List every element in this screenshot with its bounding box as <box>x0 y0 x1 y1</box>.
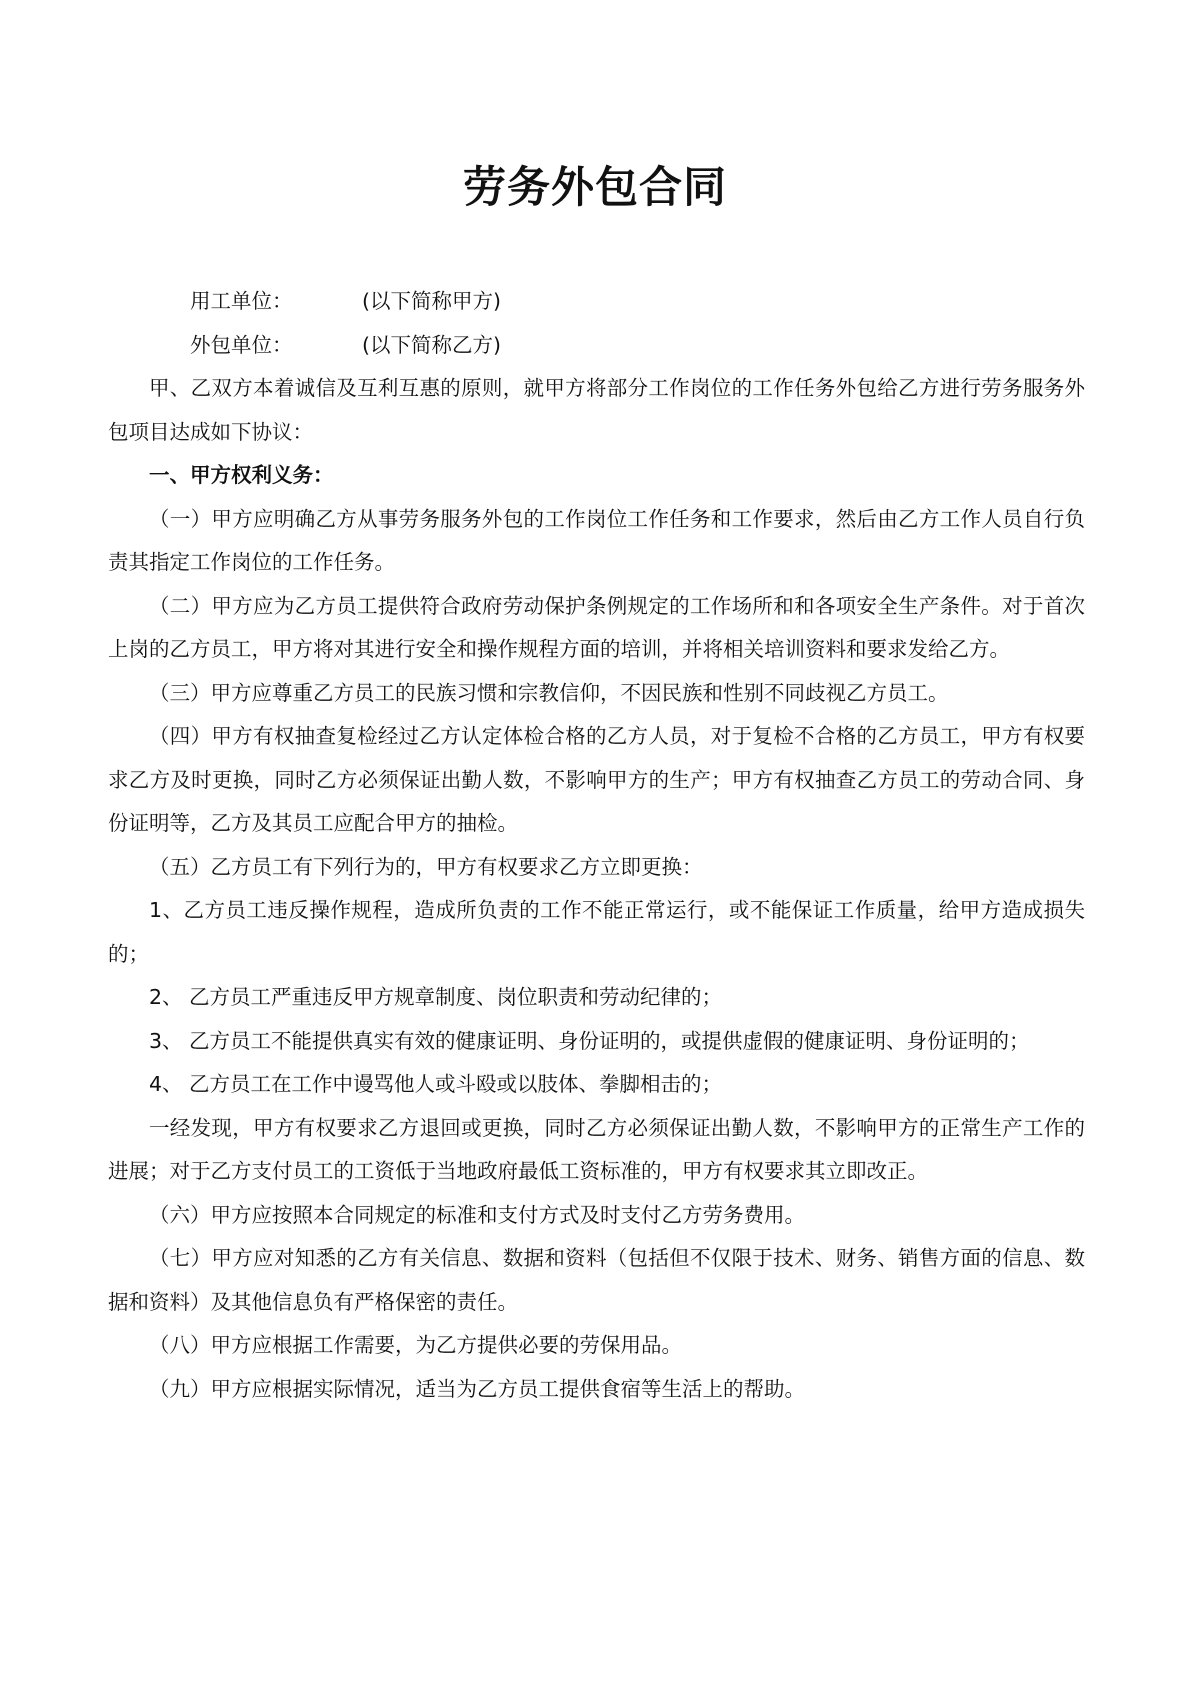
clause-paragraph: （七）甲方应对知悉的乙方有关信息、数据和资料（包括但不仅限于技术、财务、销售方面的信息、数据和资料）及其他信息负有严格保密的责任。 <box>108 1246 1085 1314</box>
clause-paragraph: （二）甲方应为乙方员工提供符合政府劳动保护条例规定的工作场所和和各项安全生产条件。对于首次上岗的乙方员工，甲方将对其进行安全和操作规程方面的培训，并将相关培训资料和要求发给乙方。 <box>108 593 1085 661</box>
document-body <box>108 280 1085 1411</box>
contractor-label: 外包单位： <box>190 332 293 357</box>
clause-paragraph: （一）甲方应明确乙方从事劳务服务外包的工作岗位工作任务和工作要求，然后由乙方工作人员自行负责其指定工作岗位的工作任务。 <box>108 506 1085 574</box>
employer-note: (以下简称甲方) <box>362 289 501 313</box>
contractor-line <box>108 324 1085 368</box>
employer-line <box>108 280 1085 324</box>
list-item: 1、乙方员工违反操作规程，造成所负责的工作不能正常运行，或不能保证工作质量，给甲方造成损失的； <box>108 898 1085 966</box>
employer-label: 用工单位： <box>190 289 293 313</box>
clause-paragraph: （六）甲方应按照本合同规定的标准和支付方式及时支付乙方劳务费用。 <box>149 1202 805 1227</box>
clause-paragraph: （八）甲方应根据工作需要，为乙方提供必要的劳保用品。 <box>149 1333 682 1357</box>
list-item: 2、 乙方员工严重违反甲方规章制度、岗位职责和劳动纪律的； <box>149 985 723 1009</box>
clause-paragraph: （五）乙方员工有下列行为的，甲方有权要求乙方立即更换： <box>149 854 703 879</box>
list-item: 3、 乙方员工不能提供真实有效的健康证明、身份证明的，或提供虚假的健康证明、身份证明的； <box>149 1028 1030 1053</box>
section-heading: 一、甲方权利义务： <box>149 463 334 487</box>
preamble-paragraph: 甲、乙双方本着诚信及互利互惠的原则，就甲方将部分工作岗位的工作任务外包给乙方进行劳务服务外包项目达成如下协议： <box>108 376 1085 444</box>
clause-paragraph: （九）甲方应根据实际情况，适当为乙方员工提供食宿等生活上的帮助。 <box>149 1376 805 1401</box>
clause-paragraph: （三）甲方应尊重乙方员工的民族习惯和宗教信仰，不因民族和性别不同歧视乙方员工。 <box>149 680 949 705</box>
clause-paragraph: 一经发现，甲方有权要求乙方退回或更换，同时乙方必须保证出勤人数，不影响甲方的正常生产工作的进展；对于乙方支付员工的工资低于当地政府最低工资标准的，甲方有权要求其立即改正。 <box>108 1115 1085 1183</box>
list-item: 4、 乙方员工在工作中谩骂他人或斗殴或以肢体、拳脚相击的； <box>149 1072 723 1096</box>
contractor-note: (以下简称乙方) <box>362 332 501 357</box>
document-title: 劳务外包合同 <box>463 163 727 213</box>
clause-paragraph: （四）甲方有权抽查复检经过乙方认定体检合格的乙方人员，对于复检不合格的乙方员工，甲方有权要求乙方及时更换，同时乙方必须保证出勤人数，不影响甲方的生产；甲方有权抽查乙方员工的劳动合同、身份证明等，乙方及其员工应配合甲方的抽检。 <box>108 724 1085 835</box>
